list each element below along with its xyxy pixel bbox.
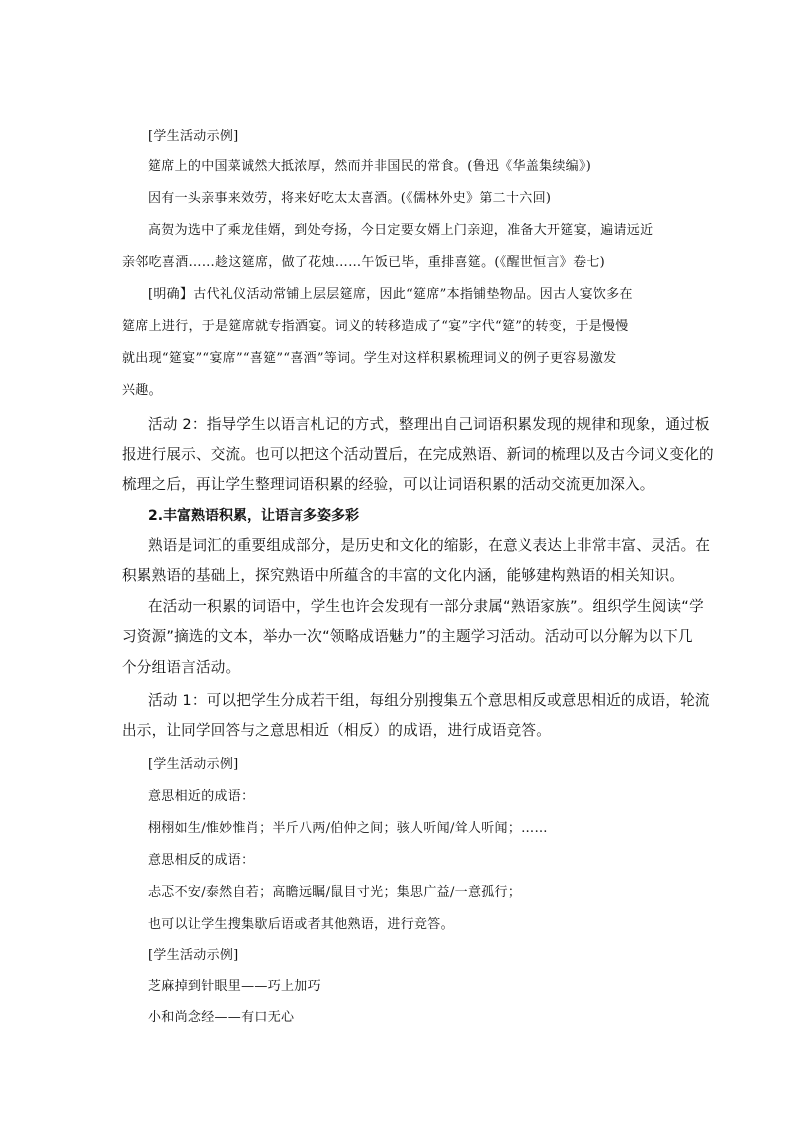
- clarification-paragraph: 筵席上进行，于是筵席就专指酒宴。词义的转移造成了“宴”字代“筵”的转变，于是慢慢: [122, 319, 629, 334]
- example-line: 意思相反的成语：: [148, 853, 255, 868]
- activity-paragraph: 活动 2：指导学生以语言札记的方式，整理出自己词语积累发现的规律和现象，通过板: [148, 416, 710, 433]
- clarification-paragraph: 兴趣。: [122, 383, 162, 398]
- example-label: [学生活动示例]: [148, 948, 239, 963]
- example-line: 栩栩如生/惟妙惟肖；半斤八两/伯仲之间；骇人听闻/耸人听闻；……: [148, 821, 548, 836]
- body-paragraph: 熟语是词汇的重要组成部分，是历史和文化的缩影，在意义表达上非常丰富、灵活。在: [148, 537, 711, 554]
- example-label: [学生活动示例]: [148, 757, 239, 772]
- body-paragraph: 在活动一积累的词语中，学生也许会发现有一部分隶属“熟语家族”。组织学生阅读“学: [148, 598, 704, 615]
- example-line: 小和尚念经——有口无心: [148, 1010, 295, 1025]
- body-paragraph: 习资源”摘选的文本，举办一次“领略成语魅力”的主题学习活动。活动可以分解为以下几: [122, 628, 693, 645]
- clarification-paragraph: 就出现“筵宴”“宴席”“喜筵”“喜酒”等词。学生对这样积累梳理词义的例子更容易激发: [122, 351, 617, 366]
- activity-paragraph: 出示，让同学回答与之意思相近（相反）的成语，进行成语竞答。: [122, 722, 552, 739]
- section-heading: 2.丰富熟语积累，让语言多姿多彩: [148, 508, 360, 524]
- activity-paragraph: 活动 1：可以把学生分成若干组，每组分别搜集五个意思相反或意思相近的成语，轮流: [148, 692, 710, 709]
- body-paragraph: 积累熟语的基础上，探究熟语中所蕴含的丰富的文化内涵，能够建构熟语的相关知识。: [122, 567, 685, 584]
- example-line: 亲邻吃喜酒……趁这筵席，做了花烛……午饭已毕，重排喜筵。(《醒世恒言》卷七): [122, 255, 606, 270]
- example-line: 因有一头亲事来效劳，将来好吃太太喜酒。(《儒林外史》第二十六回): [148, 191, 552, 206]
- clarification-paragraph: [明确】古代礼仪活动常铺上层层筵席，因此“筵席”本指铺垫物品。因古人宴饮多在: [148, 287, 633, 302]
- body-paragraph: 个分组语言活动。: [122, 659, 241, 676]
- example-line: 忐忑不安/泰然自若；高瞻远瞩/鼠目寸光；集思广益/一意孤行；: [148, 885, 522, 900]
- activity-paragraph: 梳理之后，再让学生整理词语积累的经验，可以让词语积累的活动交流更加深入。: [122, 476, 655, 493]
- example-label: [学生活动示例]: [148, 129, 239, 144]
- example-line: 意思相近的成语：: [148, 789, 255, 804]
- example-line: 筵席上的中国菜诚然大抵浓厚，然而并非国民的常食。(鲁迅《华盖集续编》): [148, 159, 592, 174]
- example-line: 芝麻掉到针眼里——巧上加巧: [148, 979, 321, 994]
- activity-paragraph: 报进行展示、交流。也可以把这个活动置后，在完成熟语、新词的梳理以及古今词义变化的: [122, 446, 714, 463]
- example-line: 也可以让学生搜集歇后语或者其他熟语，进行竞答。: [148, 917, 454, 932]
- example-line: 高贺为选中了乘龙佳婿，到处夸扬，今日定要女婿上门亲迎，准备大开筵宴，遍请远近: [148, 223, 654, 238]
